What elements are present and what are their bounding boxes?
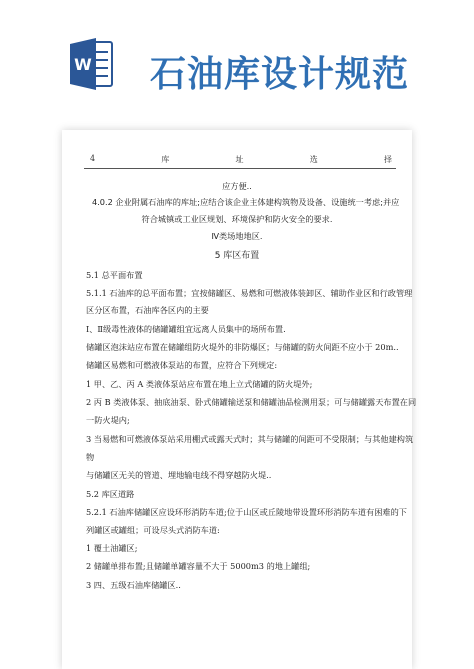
body-line: 3 当易燃和可燃液体泵站采用棚式或露天式时；其与储罐的间距可不受限制；与其他建构筑 bbox=[86, 434, 414, 444]
body-line: 1 覆土油罐区; bbox=[86, 543, 138, 553]
body-line: 储罐区易燃和可燃液体泵站的布置，应符合下列规定: bbox=[86, 360, 278, 370]
body-line: Ⅳ类场地地区. bbox=[211, 231, 263, 241]
body-line: 列罐区或罐组；可设尽头式消防车道: bbox=[86, 525, 220, 535]
header-text: 库 bbox=[161, 155, 170, 164]
body-line: 5.2.1 石油库储罐区应设环形消防车道;位于山区或丘陵地带设置环形消防车道有困难的下 bbox=[86, 507, 407, 517]
header-text: 选 bbox=[309, 155, 318, 164]
body-line: 5.1.1 石油库的总平面布置；宜按储罐区、易燃和可燃液体装卸区、辅助作业区和行政管理 bbox=[86, 288, 413, 298]
body-line: 应方便.. bbox=[222, 181, 252, 191]
section-heading: 5 库区布置 bbox=[214, 251, 260, 261]
header-text: 址 bbox=[235, 155, 244, 164]
svg-text:W: W bbox=[74, 55, 92, 74]
body-line: Ⅰ、Ⅱ级毒性液体的储罐罐组宜远离人员集中的场所布置. bbox=[86, 324, 286, 334]
body-line: 与储罐区无关的管道、埋地输电线不得穿越防火堤.. bbox=[86, 470, 272, 480]
body-line: 一防火堤内; bbox=[86, 415, 130, 425]
document-title: 石油库设计规范 bbox=[150, 54, 410, 95]
subsection-heading: 5.1 总平面布置 bbox=[86, 270, 143, 280]
title-banner bbox=[0, 0, 474, 112]
body-line: 4.0.2 企业附属石油库的库址;应结合该企业主体建构筑物及设备、设施统一考虑;并应 bbox=[92, 197, 400, 207]
document-page bbox=[62, 130, 417, 669]
page-header bbox=[90, 154, 392, 165]
body-line: 物 bbox=[86, 452, 95, 462]
subsection-heading: 5.2 库区道路 bbox=[86, 489, 135, 499]
header-text: 4 bbox=[90, 154, 96, 163]
body-line: 符合城镇或工业区规划、环境保护和防火安全的要求. bbox=[141, 214, 333, 224]
body-line: 区分区布置，石油库各区内的主要 bbox=[86, 305, 209, 315]
body-line: 2 丙 B 类液体泵、抽底油泵、卧式储罐输送泵和储罐油品检测用泵；可与储罐露天布置在同 bbox=[86, 397, 417, 407]
header-text: 择 bbox=[383, 155, 392, 164]
body-line: 1 甲、乙、丙 A 类液体泵站应布置在地上立式储罐的防火堤外; bbox=[86, 379, 313, 389]
body-line: 3 四、五级石油库储罐区.. bbox=[86, 580, 181, 590]
body-line: 储罐区泡沫站应布置在储罐组防火堤外的非防爆区；与储罐的防火间距不应小于 20m.. bbox=[86, 342, 399, 352]
word-document-icon bbox=[70, 36, 114, 92]
body-line: 2 储罐单排布置;且储罐单罐容量不大于 5000m3 的地上罐组; bbox=[86, 561, 311, 571]
header-divider bbox=[84, 168, 396, 169]
